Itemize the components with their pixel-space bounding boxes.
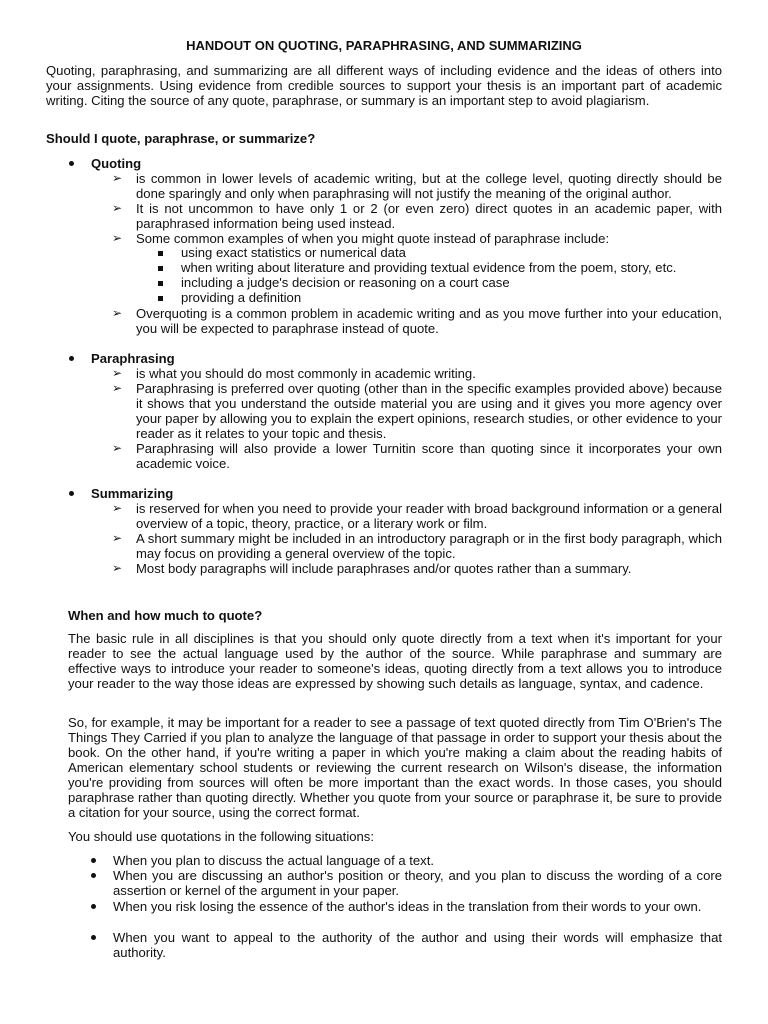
paraphrasing-heading: Paraphrasing [91, 351, 175, 366]
arrow-bullet-icon: ➢ [112, 171, 123, 185]
summarizing-item: A short summary might be included in an introductory paragraph or in the first body paragraph, which may focus on providing a general overview of the topic. [136, 531, 722, 561]
page-title: HANDOUT ON QUOTING, PARAPHRASING, AND SUMMARIZING [186, 38, 582, 53]
paraphrasing-item: Paraphrasing will also provide a lower Turnitin score than quoting since it incorporates your own academic voice. [136, 441, 722, 471]
body-paragraph-3: You should use quotations in the following situations: [68, 829, 374, 844]
quoting-item: It is not uncommon to have only 1 or 2 (or even zero) direct quotes in an academic paper, with paraphrased information being used instead. [136, 201, 722, 231]
arrow-bullet-icon: ➢ [112, 231, 123, 245]
square-bullet-icon [158, 281, 163, 286]
question-heading-1: Should I quote, paraphrase, or summarize? [46, 131, 316, 146]
quoting-sub-item: using exact statistics or numerical data [181, 245, 406, 260]
quoting-heading: Quoting [91, 156, 142, 171]
situation-item: When you risk losing the essence of the author's ideas in the translation from their words to your own. [113, 899, 702, 914]
intro-paragraph: Quoting, paraphrasing, and summarizing are all different ways of including evidence and the ideas of others into your assignments. Using evidence from credible sources to support your thesis is an important part of academic writing. Citing the source of any quote, paraphrase, or summary is an important step to avoid plagiarism. [46, 63, 722, 108]
square-bullet-icon [158, 296, 163, 301]
bullet-dot-icon [69, 161, 74, 166]
bullet-dot-icon [69, 356, 74, 361]
quoting-item: is common in lower levels of academic writing, but at the college level, quoting directly should be done sparingly and only when paraphrasing will not justify the meaning of the original author. [136, 171, 722, 201]
arrow-bullet-icon: ➢ [112, 366, 123, 380]
paraphrasing-item: is what you should do most commonly in academic writing. [136, 366, 476, 381]
body-paragraph-1: The basic rule in all disciplines is that you should only quote directly from a text when it's important for your reader to see the actual language used by the author of the source. While paraphrase and summary are effective ways to introduce your reader to someone's ideas, quoting directly from a text allows you to introduce your reader to the way those ideas are expressed by showing such details as language, syntax, and cadence. [68, 631, 722, 691]
square-bullet-icon [158, 251, 163, 256]
summarizing-item: is reserved for when you need to provide your reader with broad background information or a general overview of a topic, theory, practice, or a literary work or film. [136, 501, 722, 531]
arrow-bullet-icon: ➢ [112, 381, 123, 395]
body-paragraph-2: So, for example, it may be important for a reader to see a passage of text quoted directly from Tim O'Brien's The Things They Carried if you plan to analyze the language of that passage in order to support your thesis about the book. On the other hand, if you're writing a paper in which you're making a claim about the reading habits of American elementary school students or reviewing the current research on Wilson's disease, the information you're providing from sources will often be more important than the exact words. In those cases, you should paraphrase rather than quoting directly. Whether you quote from your source or paraphrase it, be sure to provide a citation for your source, using the correct format. [68, 715, 722, 820]
arrow-bullet-icon: ➢ [112, 531, 123, 545]
quoting-sub-item: when writing about literature and providing textual evidence from the poem, story, etc. [181, 260, 677, 275]
square-bullet-icon [158, 266, 163, 271]
situation-item: When you plan to discuss the actual language of a text. [113, 853, 435, 868]
summarizing-heading: Summarizing [91, 486, 174, 501]
paraphrasing-item: Paraphrasing is preferred over quoting (other than in the specific examples provided above) because it shows that you understand the outside material you are using and it gives you more agency over your paper by allowing you to explain the expert opinions, research studies, or other evidence to your reader as it relates to your topic and thesis. [136, 381, 722, 441]
summarizing-item: Most body paragraphs will include paraphrases and/or quotes rather than a summary. [136, 561, 632, 576]
arrow-bullet-icon: ➢ [112, 201, 123, 215]
arrow-bullet-icon: ➢ [112, 501, 123, 515]
bullet-dot-icon [69, 491, 74, 496]
quoting-item: Some common examples of when you might quote instead of paraphrase include: [136, 231, 610, 246]
arrow-bullet-icon: ➢ [112, 441, 123, 455]
bullet-dot-icon [91, 904, 96, 909]
arrow-bullet-icon: ➢ [112, 561, 123, 575]
situation-item: When you want to appeal to the authority of the author and using their words will emphasize that authority. [113, 930, 722, 960]
quoting-item: Overquoting is a common problem in academic writing and as you move further into your education, you will be expected to paraphrase instead of quote. [136, 306, 722, 336]
arrow-bullet-icon: ➢ [112, 306, 123, 320]
quoting-sub-item: including a judge's decision or reasoning on a court case [181, 275, 510, 290]
quoting-sub-item: providing a definition [181, 290, 302, 305]
bullet-dot-icon [91, 873, 96, 878]
bullet-dot-icon [91, 858, 96, 863]
bullet-dot-icon [91, 935, 96, 940]
situation-item: When you are discussing an author's position or theory, and you plan to discuss the wording of a core assertion or kernel of the argument in your paper. [113, 868, 722, 898]
question-heading-2: When and how much to quote? [68, 608, 263, 623]
